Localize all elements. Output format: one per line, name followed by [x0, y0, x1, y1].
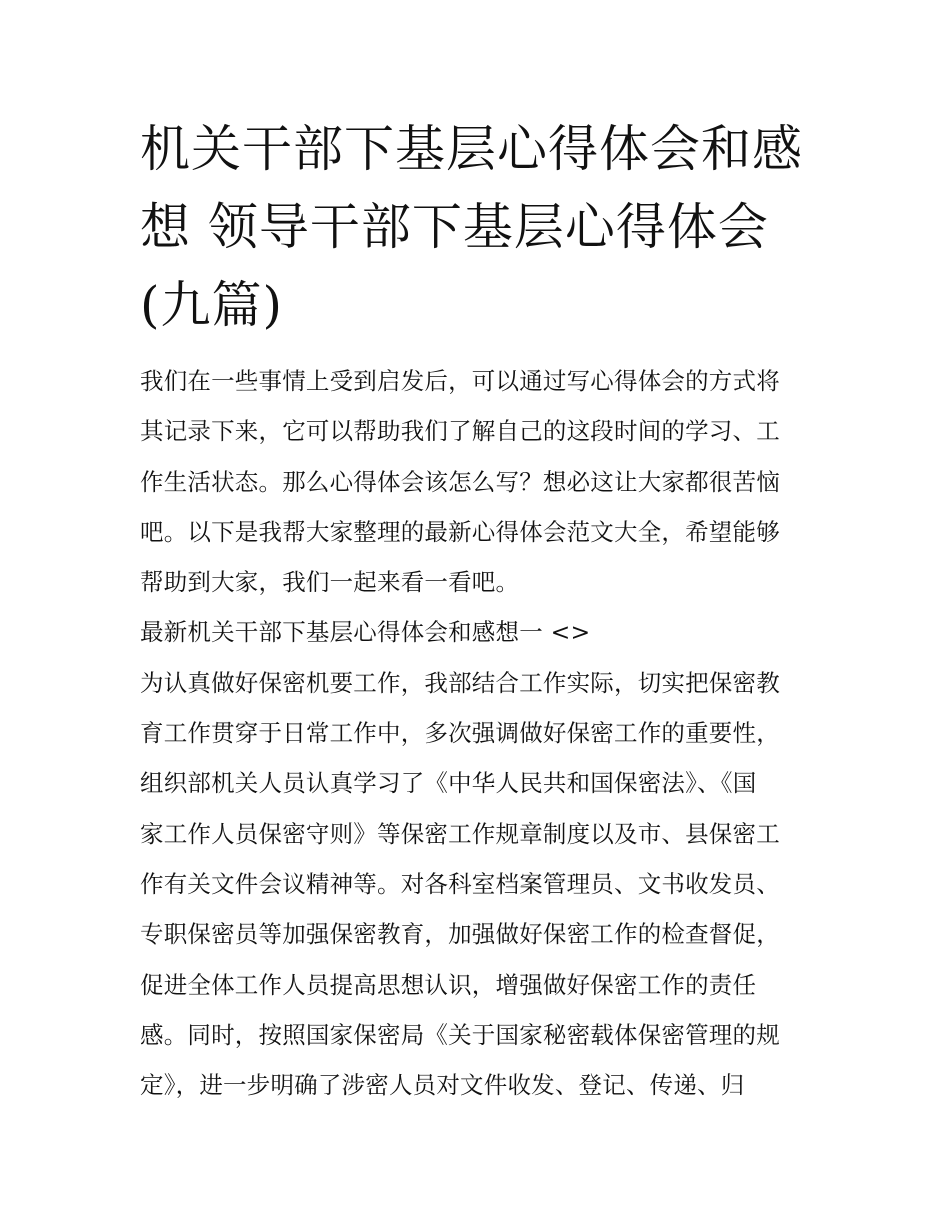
section-heading: 最新机关干部下基层心得体会和感想一 <>	[140, 618, 591, 647]
paragraph-line: 育工作贯穿于日常工作中，多次强调做好保密工作的重要性，	[140, 719, 780, 748]
intro-line: 作生活状态。那么心得体会该怎么写？想必这让大家都很苦恼	[140, 467, 780, 496]
paragraph-line: 为认真做好保密机要工作，我部结合工作实际，切实把保密教	[140, 668, 780, 697]
title-line: (九篇)	[140, 276, 284, 334]
intro-line: 其记录下来，它可以帮助我们了解自己的这段时间的学习、工	[140, 417, 780, 446]
intro-line: 我们在一些事情上受到启发后，可以通过写心得体会的方式将	[140, 367, 780, 395]
intro-line: 吧。以下是我帮大家整理的最新心得体会范文大全，希望能够	[140, 517, 780, 546]
document-body	[140, 356, 820, 1110]
paragraph-line: 定》，进一步明确了涉密人员对文件收发、登记、传递、归	[140, 1071, 745, 1100]
document-title	[140, 110, 820, 344]
paragraph-line: 家工作人员保密守则》等保密工作规章制度以及市、县保密工	[140, 819, 780, 848]
paragraph-line: 组织部机关人员认真学习了《中华人民共和国保密法》、《国	[140, 769, 757, 798]
paragraph-line: 作有关文件会议精神等。对各科室档案管理员、文书收发员、	[140, 869, 780, 898]
intro-line: 帮助到大家，我们一起来看一看吧。	[140, 568, 520, 597]
paragraph-line: 促进全体工作人员提高思想认识，增强做好保密工作的责任	[140, 970, 757, 999]
title-line: 想 领导干部下基层心得体会	[140, 198, 769, 256]
title-line: 机关干部下基层心得体会和感	[140, 120, 803, 178]
paragraph-line: 感。同时，按照国家保密局《关于国家秘密载体保密管理的规	[140, 1020, 780, 1049]
paragraph-line: 专职保密员等加强保密教育，加强做好保密工作的检查督促，	[140, 920, 780, 949]
